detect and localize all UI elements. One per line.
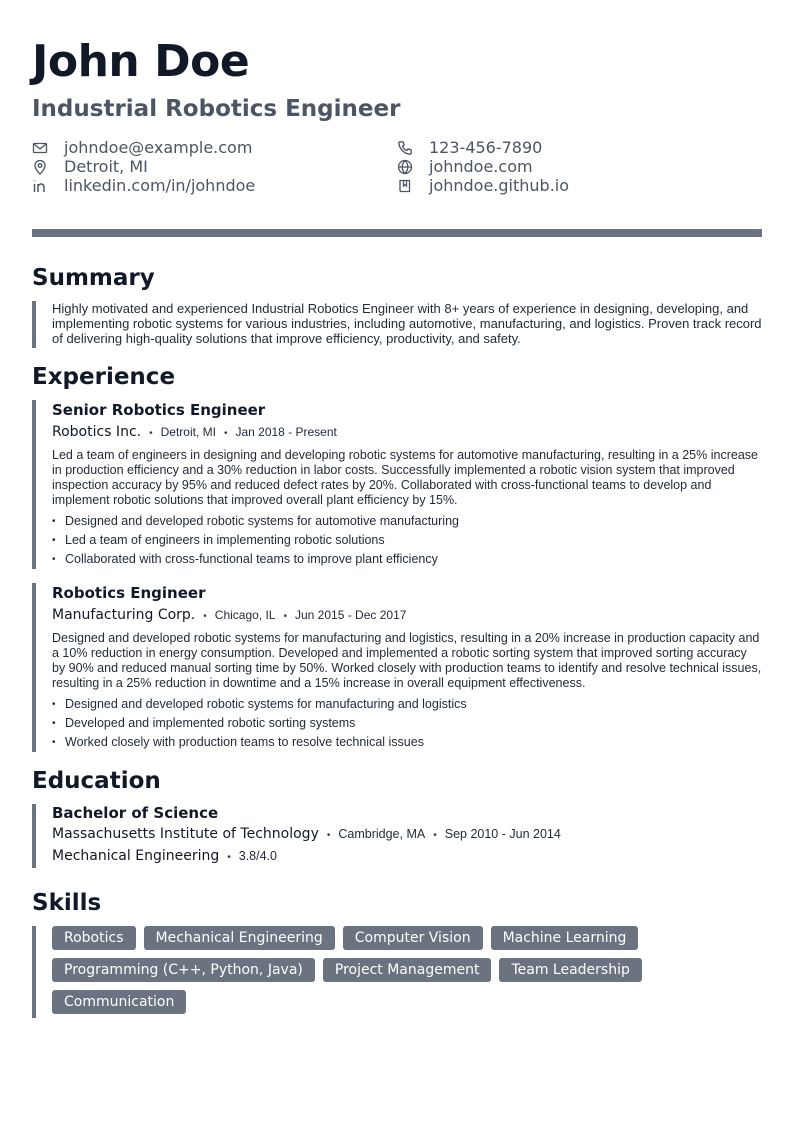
summary-heading: Summary	[32, 265, 155, 291]
skills-block	[32, 926, 762, 1018]
education-location: Cambridge, MA	[338, 827, 426, 841]
bullet-item: • Developed and implemented robotic sorting systems	[52, 714, 762, 733]
email-text[interactable]: johndoe@example.com	[64, 138, 253, 157]
globe-icon	[397, 159, 413, 175]
book-icon	[397, 178, 413, 194]
mail-icon	[32, 140, 48, 156]
school-name: Massachusetts Institute of Technology	[52, 826, 319, 842]
contact-phone[interactable]	[397, 138, 762, 157]
major: Mechanical Engineering	[52, 848, 220, 864]
contact-linkedin[interactable]	[32, 176, 397, 195]
summary-block	[32, 301, 762, 348]
skill-chip: Project Management	[323, 958, 492, 982]
company-name: Manufacturing Corp.	[52, 607, 196, 623]
experience-location: Detroit, MI	[160, 425, 216, 439]
education-meta	[52, 826, 762, 844]
candidate-name: John Doe	[32, 36, 250, 87]
education-entry	[32, 804, 762, 868]
map-pin-icon	[32, 159, 48, 175]
experience-description: Designed and developed robotic systems for manufacturing and logistics, resulting in a 20% increase in production capacity and a 10% reduction in energy consumption. Developed and implemented a robotic sorting system that improved sorting accuracy by 90% and reduced manual sorting time by 50%. Worked closely with production teams to identify and resolve technical issues, resulting in a 25% reduction in downtime and a 15% increase in overall equipment effectiveness.	[52, 631, 762, 690]
separator-dot: •	[203, 611, 207, 622]
experience-title: Robotics Engineer	[52, 584, 206, 602]
bullet-item: • Designed and developed robotic systems for manufacturing and logistics	[52, 695, 762, 714]
skill-chip: Communication	[52, 990, 186, 1014]
skill-chip: Mechanical Engineering	[144, 926, 335, 950]
linkedin-text[interactable]: linkedin.com/in/johndoe	[64, 176, 256, 195]
education-dates: Sep 2010 - Jun 2014	[444, 827, 561, 841]
website-text[interactable]: johndoe.com	[429, 157, 533, 176]
job-title: Industrial Robotics Engineer	[32, 96, 401, 122]
skill-chip: Programming (C++, Python, Java)	[52, 958, 315, 982]
company-name: Robotics Inc.	[52, 424, 142, 440]
skill-chip: Computer Vision	[343, 926, 483, 950]
header-divider	[32, 229, 762, 237]
linkedin-icon	[32, 178, 48, 194]
contact-github[interactable]	[397, 176, 762, 195]
contact-location	[32, 157, 397, 176]
experience-entry	[32, 583, 762, 752]
experience-location: Chicago, IL	[214, 608, 276, 622]
bullet-item: • Designed and developed robotic systems for automotive manufacturing	[52, 512, 762, 531]
experience-meta	[52, 424, 762, 442]
skills-list	[52, 926, 692, 1018]
bullet-item: • Led a team of engineers in implementing robotic solutions	[52, 531, 762, 550]
experience-heading: Experience	[32, 364, 176, 390]
experience-dates: Jun 2015 - Dec 2017	[295, 608, 407, 622]
separator-dot: •	[283, 611, 287, 622]
experience-bullets	[52, 512, 762, 569]
github-text[interactable]: johndoe.github.io	[429, 176, 570, 195]
gpa: 3.8/4.0	[238, 849, 277, 863]
education-major-line	[52, 848, 762, 866]
experience-meta	[52, 607, 762, 625]
experience-entry	[32, 400, 762, 569]
bullet-item: • Worked closely with production teams to resolve technical issues	[52, 733, 762, 752]
skill-chip: Machine Learning	[491, 926, 639, 950]
skill-chip: Team Leadership	[499, 958, 641, 982]
phone-icon	[397, 140, 413, 156]
separator-dot: •	[149, 428, 153, 439]
separator-dot: •	[326, 830, 331, 841]
contact-info	[32, 138, 762, 195]
phone-text[interactable]: 123-456-7890	[429, 138, 543, 157]
experience-description: Led a team of engineers in designing and developing robotic systems for automotive manufacturing, resulting in a 25% increase in production efficiency and a 30% reduction in labor costs. Successfully implemented a robotic vision system that improved inspection accuracy by 95% and reduced defect rates by 20%. Collaborated with cross-functional teams to develop and implement robotic solutions that improved overall plant efficiency by 15%.	[52, 448, 758, 507]
experience-dates: Jan 2018 - Present	[235, 425, 337, 439]
experience-title: Senior Robotics Engineer	[52, 401, 266, 419]
contact-website[interactable]	[397, 157, 762, 176]
bullet-item: • Collaborated with cross-functional teams to improve plant efficiency	[52, 550, 762, 569]
summary-text: Highly motivated and experienced Industrial Robotics Engineer with 8+ years of experience in designing, developing, and implementing robotic systems for various industries, including automotive, manufacturing, and logistics. Proven track record of delivering high-quality solutions that improve efficiency, productivity, and safety.	[52, 301, 762, 346]
location-text: Detroit, MI	[64, 157, 148, 176]
degree: Bachelor of Science	[52, 804, 219, 822]
separator-dot: •	[223, 428, 228, 439]
separator-dot: •	[227, 852, 231, 863]
skill-chip: Robotics	[52, 926, 136, 950]
experience-bullets	[52, 695, 762, 752]
education-heading: Education	[32, 768, 161, 794]
contact-email[interactable]	[32, 138, 397, 157]
separator-dot: •	[433, 830, 437, 841]
skills-heading: Skills	[32, 890, 102, 916]
